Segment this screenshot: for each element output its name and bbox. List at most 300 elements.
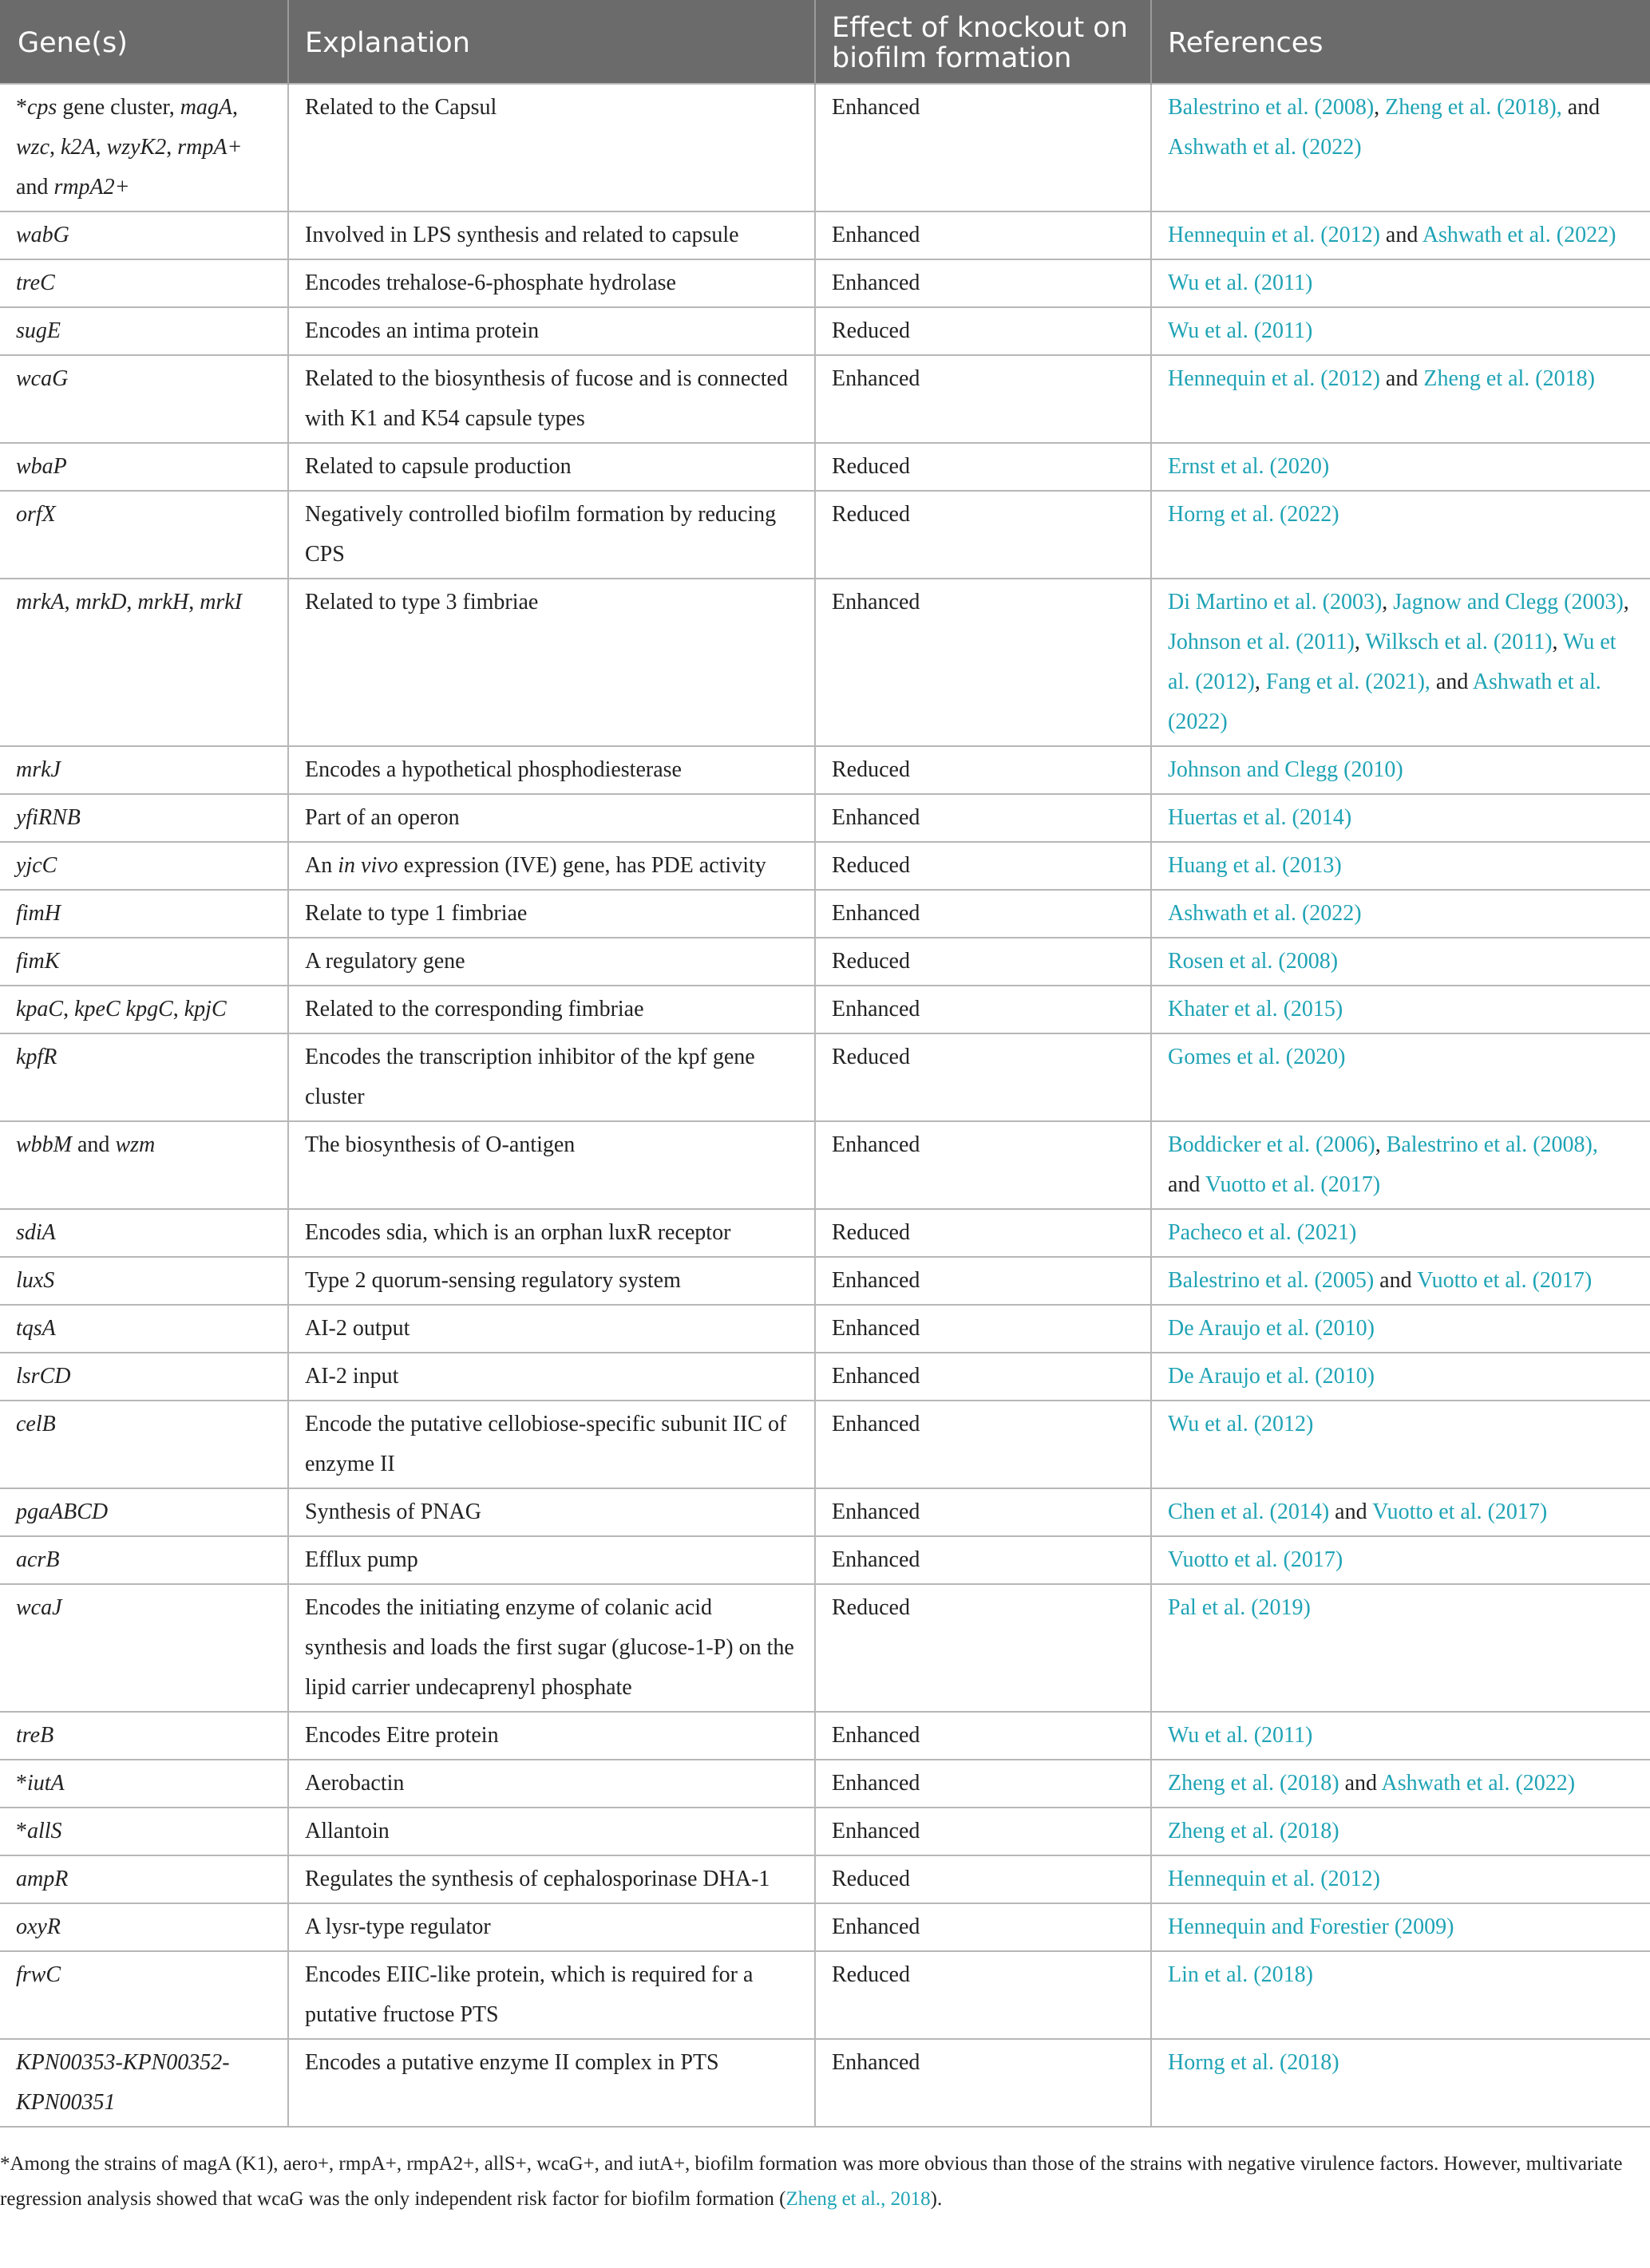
references-cell <box>1151 1808 1650 1855</box>
reference-link[interactable]: Wu et al. (2012) <box>1168 630 1616 694</box>
text: , <box>188 590 200 614</box>
italic-text: mrkH <box>137 590 189 614</box>
italic-text: magA <box>180 95 233 120</box>
table-row <box>0 84 1650 211</box>
text: Synthesis of PNAG <box>305 1499 481 1524</box>
text: , <box>166 135 178 160</box>
italic-text: sugE <box>16 318 61 343</box>
gene-cell <box>0 1855 288 1903</box>
italic-text: kpjC <box>184 997 227 1021</box>
text: Encodes the transcription inhibitor of the kpf gene cluster <box>305 1045 755 1109</box>
reference-link[interactable]: Vuotto et al. (2017) <box>1168 1547 1343 1572</box>
table-row <box>0 579 1650 746</box>
explanation-cell <box>288 211 815 259</box>
header-references: References <box>1151 0 1650 84</box>
gene-cell <box>0 84 288 211</box>
italic-text: mrkD <box>75 590 127 614</box>
gene-cell <box>0 1584 288 1712</box>
gene-cell <box>0 1712 288 1760</box>
text: and <box>72 1132 116 1157</box>
reference-link[interactable]: Vuotto et al. (2017) <box>1372 1499 1548 1524</box>
italic-text: KPN00353-KPN00352-KPN00351 <box>16 2050 230 2115</box>
gene-cell <box>0 491 288 579</box>
text: gene cluster, <box>57 95 180 120</box>
gene-cell <box>0 1903 288 1951</box>
gene-cell <box>0 259 288 307</box>
text: and <box>1168 1172 1205 1197</box>
text: Part of an operon <box>305 805 460 830</box>
gene-cell <box>0 1951 288 2039</box>
table-row <box>0 1488 1650 1536</box>
table-row <box>0 1808 1650 1855</box>
effect-cell: Enhanced <box>815 890 1151 938</box>
reference-link[interactable]: Gomes et al. (2020) <box>1168 1045 1346 1069</box>
text: Involved in LPS synthesis and related to capsule <box>305 223 739 247</box>
table-row <box>0 307 1650 355</box>
explanation-cell <box>288 579 815 746</box>
reference-link[interactable]: Zheng et al. (2018) <box>1423 366 1595 391</box>
text: , <box>232 95 239 120</box>
references-cell <box>1151 746 1650 794</box>
table-row <box>0 491 1650 579</box>
effect-cell: Enhanced <box>815 1760 1151 1808</box>
italic-text: lsrCD <box>16 1364 71 1389</box>
text: Encodes sdia, which is an orphan luxR receptor <box>305 1220 731 1245</box>
reference-link[interactable]: Khater et al. (2015) <box>1168 997 1343 1021</box>
reference-link[interactable]: Ashwath et al. (2022) <box>1168 901 1362 926</box>
effect-cell: Enhanced <box>815 1712 1151 1760</box>
text: Encodes EIIC-like protein, which is required for a putative fructose PTS <box>305 1962 754 2027</box>
reference-link[interactable]: Wu et al. (2011) <box>1168 271 1313 295</box>
effect-cell: Enhanced <box>815 1305 1151 1353</box>
table-row <box>0 1903 1650 1951</box>
gene-cell <box>0 1488 288 1536</box>
explanation-cell <box>288 1536 815 1584</box>
reference-link[interactable]: Zheng et al. (2018) <box>1168 1771 1339 1796</box>
header-effect: Effect of knockout on biofilm formation <box>815 0 1151 84</box>
gene-cell <box>0 211 288 259</box>
reference-link[interactable]: Lin et al. (2018) <box>1168 1962 1313 1987</box>
text: Allantoin <box>305 1819 390 1843</box>
references-cell <box>1151 1257 1650 1305</box>
text: , <box>1354 630 1366 654</box>
table-footnote <box>0 2128 1650 2217</box>
reference-link[interactable]: Wu et al. (2011) <box>1168 1723 1313 1748</box>
italic-text: wbaP <box>16 454 67 479</box>
explanation-cell <box>288 355 815 443</box>
text: A regulatory gene <box>305 949 465 974</box>
references-cell <box>1151 211 1650 259</box>
text: Regulates the synthesis of cephalosporinase DHA-1 <box>305 1867 770 1891</box>
gene-cell <box>0 1209 288 1257</box>
explanation-cell <box>288 1760 815 1808</box>
effect-cell: Enhanced <box>815 1121 1151 1209</box>
reference-link[interactable]: Ashwath et al. (2022) <box>1168 670 1601 734</box>
reference-link[interactable]: Wu et al. (2011) <box>1168 318 1313 343</box>
effect-cell: Reduced <box>815 746 1151 794</box>
italic-text: wzm <box>115 1132 156 1157</box>
text: and <box>1430 670 1473 694</box>
gene-cell <box>0 1257 288 1305</box>
references-cell <box>1151 1855 1650 1903</box>
effect-cell: Enhanced <box>815 986 1151 1033</box>
reference-link[interactable]: Balestrino et al. (2005) <box>1168 1268 1375 1293</box>
reference-link[interactable]: Balestrino et al. (2008), <box>1386 1132 1598 1157</box>
reference-link[interactable]: Hennequin and Forestier (2009) <box>1168 1914 1454 1939</box>
text: Encode the putative cellobiose-specific subunit IIC of enzyme II <box>305 1412 787 1476</box>
table-row <box>0 2039 1650 2127</box>
italic-text: yjcC <box>16 853 57 878</box>
table-row <box>0 1121 1650 1209</box>
explanation-cell <box>288 1808 815 1855</box>
italic-text: frwC <box>16 1962 61 1987</box>
references-cell <box>1151 938 1650 986</box>
effect-cell: Enhanced <box>815 211 1151 259</box>
italic-text: celB <box>16 1412 56 1436</box>
text: and <box>16 175 54 200</box>
italic-text: luxS <box>16 1268 55 1293</box>
explanation-cell <box>288 307 815 355</box>
text: Encodes a hypothetical phosphodiesterase <box>305 757 682 782</box>
reference-link[interactable]: Johnson and Clegg (2010) <box>1168 757 1403 782</box>
references-cell <box>1151 794 1650 842</box>
text: Related to the biosynthesis of fucose and is connected with K1 and K54 capsule types <box>305 366 788 431</box>
italic-text: allS <box>27 1819 62 1843</box>
gene-cell <box>0 2039 288 2127</box>
reference-link[interactable]: Di Martino et al. (2003) <box>1168 590 1383 614</box>
references-cell <box>1151 1488 1650 1536</box>
italic-text: wcaG <box>16 366 69 391</box>
text: Encodes the initiating enzyme of colanic acid synthesis and loads the first sugar (glucose-1-P) on the lipid carrier undecaprenyl phosphate <box>305 1595 794 1700</box>
effect-cell: Reduced <box>815 842 1151 890</box>
text: and <box>1329 1499 1373 1524</box>
explanation-cell <box>288 938 815 986</box>
references-cell <box>1151 355 1650 443</box>
gene-cell <box>0 579 288 746</box>
table-body <box>0 84 1650 2127</box>
references-cell <box>1151 1305 1650 1353</box>
gene-cell <box>0 1536 288 1584</box>
italic-text: ampR <box>16 1867 69 1891</box>
text: Negatively controlled biofilm formation by reducing CPS <box>305 502 777 567</box>
reference-link[interactable]: Zheng et al. (2018), <box>1385 95 1562 120</box>
reference-link[interactable]: Johnson et al. (2011) <box>1168 630 1355 654</box>
italic-text: k2A <box>61 135 96 160</box>
reference-link[interactable]: De Araujo et al. (2010) <box>1168 1316 1375 1341</box>
table-row <box>0 842 1650 890</box>
italic-text: kpfR <box>16 1045 57 1069</box>
italic-text: wcaJ <box>16 1595 62 1620</box>
reference-link[interactable]: Pacheco et al. (2021) <box>1168 1220 1357 1245</box>
text: , <box>1382 590 1394 614</box>
table-row <box>0 1712 1650 1760</box>
reference-link[interactable]: Wilksch et al. (2011) <box>1365 630 1553 654</box>
italic-text: treB <box>16 1723 54 1748</box>
table-row <box>0 1951 1650 2039</box>
gene-cell <box>0 938 288 986</box>
explanation-cell <box>288 1305 815 1353</box>
text: Related to the Capsul <box>305 95 497 120</box>
italic-text: orfX <box>16 502 56 527</box>
explanation-cell <box>288 1855 815 1903</box>
text: Efflux pump <box>305 1547 418 1572</box>
table-row <box>0 1305 1650 1353</box>
reference-link[interactable]: Ashwath et al. (2022) <box>1422 223 1616 247</box>
text: Encodes trehalose-6-phosphate hydrolase <box>305 271 676 295</box>
gene-cell <box>0 1808 288 1855</box>
reference-link[interactable]: Chen et al. (2014) <box>1168 1499 1330 1524</box>
reference-link[interactable]: Horng et al. (2018) <box>1168 2050 1339 2075</box>
header-genes: Gene(s) <box>0 0 288 84</box>
explanation-cell <box>288 1488 815 1536</box>
table-row <box>0 794 1650 842</box>
explanation-cell <box>288 1712 815 1760</box>
effect-cell: Reduced <box>815 1209 1151 1257</box>
table-row <box>0 259 1650 307</box>
text: Aerobactin <box>305 1771 405 1796</box>
explanation-cell <box>288 491 815 579</box>
effect-cell: Reduced <box>815 1855 1151 1903</box>
table-row <box>0 890 1650 938</box>
references-cell <box>1151 491 1650 579</box>
effect-cell: Reduced <box>815 1951 1151 2039</box>
references-cell <box>1151 1584 1650 1712</box>
explanation-cell <box>288 1353 815 1401</box>
text: expression (IVE) gene, has PDE activity <box>398 853 766 878</box>
text: , <box>172 997 184 1021</box>
table-row <box>0 1353 1650 1401</box>
header-explanation: Explanation <box>288 0 815 84</box>
reference-link[interactable]: Hennequin et al. (2012) <box>1168 223 1380 247</box>
gene-cell <box>0 1033 288 1121</box>
table-header-row <box>0 0 1650 84</box>
table-row <box>0 1209 1650 1257</box>
references-cell <box>1151 1951 1650 2039</box>
reference-link[interactable]: Horng et al. (2022) <box>1168 502 1339 527</box>
reference-link[interactable]: Huertas et al. (2014) <box>1168 805 1352 830</box>
explanation-cell <box>288 842 815 890</box>
gene-cell <box>0 1121 288 1209</box>
effect-cell: Enhanced <box>815 1808 1151 1855</box>
table-row <box>0 746 1650 794</box>
text: , <box>64 590 76 614</box>
effect-cell: Reduced <box>815 307 1151 355</box>
italic-text: cps <box>27 95 57 120</box>
gene-cell <box>0 1305 288 1353</box>
effect-cell: Enhanced <box>815 84 1151 211</box>
gene-cell <box>0 890 288 938</box>
text: ). <box>930 2188 943 2210</box>
reference-link[interactable]: Ashwath et al. (2022) <box>1168 135 1362 160</box>
italic-text: sdiA <box>16 1220 56 1245</box>
explanation-cell <box>288 1401 815 1488</box>
references-cell <box>1151 1903 1650 1951</box>
italic-text: wabG <box>16 223 69 247</box>
explanation-cell <box>288 2039 815 2127</box>
references-cell <box>1151 307 1650 355</box>
effect-cell: Enhanced <box>815 1353 1151 1401</box>
effect-cell: Enhanced <box>815 1257 1151 1305</box>
gene-cell <box>0 307 288 355</box>
effect-cell: Enhanced <box>815 794 1151 842</box>
references-cell <box>1151 1121 1650 1209</box>
gene-cell <box>0 1353 288 1401</box>
references-cell <box>1151 890 1650 938</box>
table-row <box>0 986 1650 1033</box>
table-row <box>0 938 1650 986</box>
gene-cell <box>0 842 288 890</box>
reference-link[interactable]: Rosen et al. (2008) <box>1168 949 1339 974</box>
effect-cell: Reduced <box>815 938 1151 986</box>
text: *Among the strains of magA (K1), aero+, rmpA+, rmpA2+, allS+, wcaG+, and iutA+, biofilm formation was more obvious than those of the strains with negative virulence factors. However, multivariate regression analysis showed that wcaG was the only independent risk factor for biofilm formation ( <box>0 2153 1623 2210</box>
text: * <box>16 1819 27 1843</box>
references-cell <box>1151 842 1650 890</box>
reference-link[interactable]: Vuotto et al. (2017) <box>1205 1172 1381 1197</box>
references-cell <box>1151 1209 1650 1257</box>
italic-text: treC <box>16 271 55 295</box>
references-cell <box>1151 1353 1650 1401</box>
explanation-cell <box>288 986 815 1033</box>
reference-link[interactable]: Fang et al. (2021), <box>1265 670 1430 694</box>
effect-cell: Reduced <box>815 1033 1151 1121</box>
gene-cell <box>0 1760 288 1808</box>
italic-text: wzc <box>16 135 49 160</box>
italic-text: pgaABCD <box>16 1499 109 1524</box>
table-row <box>0 1033 1650 1121</box>
explanation-cell <box>288 1257 815 1305</box>
italic-text: mrkI <box>200 590 243 614</box>
references-cell <box>1151 84 1650 211</box>
reference-link[interactable]: Vuotto et al. (2017) <box>1417 1268 1593 1293</box>
gene-cell <box>0 794 288 842</box>
references-cell <box>1151 986 1650 1033</box>
italic-text: iutA <box>27 1771 65 1796</box>
gene-cell <box>0 1401 288 1488</box>
text: , <box>95 135 107 160</box>
italic-text: kpeC kpgC <box>74 997 173 1021</box>
text: , <box>1623 590 1629 614</box>
references-cell <box>1151 1033 1650 1121</box>
table-row <box>0 1760 1650 1808</box>
text: and <box>1561 95 1601 120</box>
gene-cell <box>0 355 288 443</box>
reference-link[interactable]: Jagnow and Clegg (2003) <box>1393 590 1624 614</box>
text: , <box>1375 1132 1387 1157</box>
italic-text: rmpA2+ <box>53 175 130 200</box>
italic-text: fimK <box>16 949 60 974</box>
effect-cell: Enhanced <box>815 1536 1151 1584</box>
table-row <box>0 443 1650 491</box>
effect-cell: Enhanced <box>815 579 1151 746</box>
italic-text: oxyR <box>16 1914 61 1939</box>
italic-text: mrkA <box>16 590 65 614</box>
text: A lysr-type regulator <box>305 1914 491 1939</box>
references-cell <box>1151 1760 1650 1808</box>
effect-cell: Reduced <box>815 443 1151 491</box>
reference-link[interactable]: Ashwath et al. (2022) <box>1381 1771 1576 1796</box>
explanation-cell <box>288 443 815 491</box>
references-cell <box>1151 1536 1650 1584</box>
effect-cell: Reduced <box>815 491 1151 579</box>
reference-link[interactable]: Zheng et al. (2018) <box>1168 1819 1339 1843</box>
reference-link[interactable]: Pal et al. (2019) <box>1168 1595 1311 1620</box>
italic-text: tqsA <box>16 1316 56 1341</box>
reference-link[interactable]: De Araujo et al. (2010) <box>1168 1364 1375 1389</box>
references-cell <box>1151 1401 1650 1488</box>
reference-link[interactable]: Huang et al. (2013) <box>1168 853 1342 878</box>
text: and <box>1379 223 1422 247</box>
explanation-cell <box>288 746 815 794</box>
explanation-cell <box>288 1584 815 1712</box>
text: An <box>305 853 338 878</box>
text: , <box>126 590 138 614</box>
reference-link[interactable]: Ernst et al. (2020) <box>1168 454 1330 479</box>
table-row <box>0 1536 1650 1584</box>
reference-link[interactable]: Zheng et al., 2018 <box>785 2188 931 2210</box>
text: Related to the corresponding fimbriae <box>305 997 644 1021</box>
table-row <box>0 1855 1650 1903</box>
effect-cell: Enhanced <box>815 1401 1151 1488</box>
text: * <box>16 1771 27 1796</box>
italic-text: acrB <box>16 1547 60 1572</box>
italic-text: kpaC <box>16 997 64 1021</box>
text: Encodes Eitre protein <box>305 1723 499 1748</box>
effect-cell: Enhanced <box>815 355 1151 443</box>
italic-text: rmpA+ <box>177 135 243 160</box>
italic-text: in vivo <box>338 853 398 878</box>
text: , <box>1552 630 1564 654</box>
explanation-cell <box>288 890 815 938</box>
reference-link[interactable]: Balestrino et al. (2008) <box>1168 95 1375 120</box>
text: * <box>16 95 27 120</box>
gene-cell <box>0 986 288 1033</box>
references-cell <box>1151 443 1650 491</box>
text: The biosynthesis of O-antigen <box>305 1132 576 1157</box>
references-cell <box>1151 579 1650 746</box>
references-cell <box>1151 2039 1650 2127</box>
reference-link[interactable]: Boddicker et al. (2006) <box>1168 1132 1375 1157</box>
italic-text: wzyK2 <box>106 135 167 160</box>
text: AI-2 input <box>305 1364 399 1389</box>
effect-cell: Enhanced <box>815 1488 1151 1536</box>
text: AI-2 output <box>305 1316 410 1341</box>
text: Encodes an intima protein <box>305 318 540 343</box>
italic-text: wbbM <box>16 1132 72 1157</box>
reference-link[interactable]: Wu et al. (2012) <box>1168 1412 1314 1436</box>
explanation-cell <box>288 1903 815 1951</box>
reference-link[interactable]: Hennequin et al. (2012) <box>1168 1867 1380 1891</box>
references-cell <box>1151 1712 1650 1760</box>
effect-cell: Enhanced <box>815 2039 1151 2127</box>
explanation-cell <box>288 1951 815 2039</box>
table-row <box>0 1401 1650 1488</box>
table-row <box>0 355 1650 443</box>
effect-cell: Enhanced <box>815 259 1151 307</box>
text: Related to capsule production <box>305 454 572 479</box>
references-cell <box>1151 259 1650 307</box>
italic-text: fimH <box>16 901 61 926</box>
text: Encodes a putative enzyme II complex in PTS <box>305 2050 719 2075</box>
text: , <box>63 997 75 1021</box>
gene-cell <box>0 746 288 794</box>
gene-cell <box>0 443 288 491</box>
explanation-cell <box>288 259 815 307</box>
reference-link[interactable]: Hennequin et al. (2012) <box>1168 366 1380 391</box>
text: , <box>49 135 61 160</box>
effect-cell: Enhanced <box>815 1903 1151 1951</box>
table-row <box>0 211 1650 259</box>
text: Relate to type 1 fimbriae <box>305 901 528 926</box>
